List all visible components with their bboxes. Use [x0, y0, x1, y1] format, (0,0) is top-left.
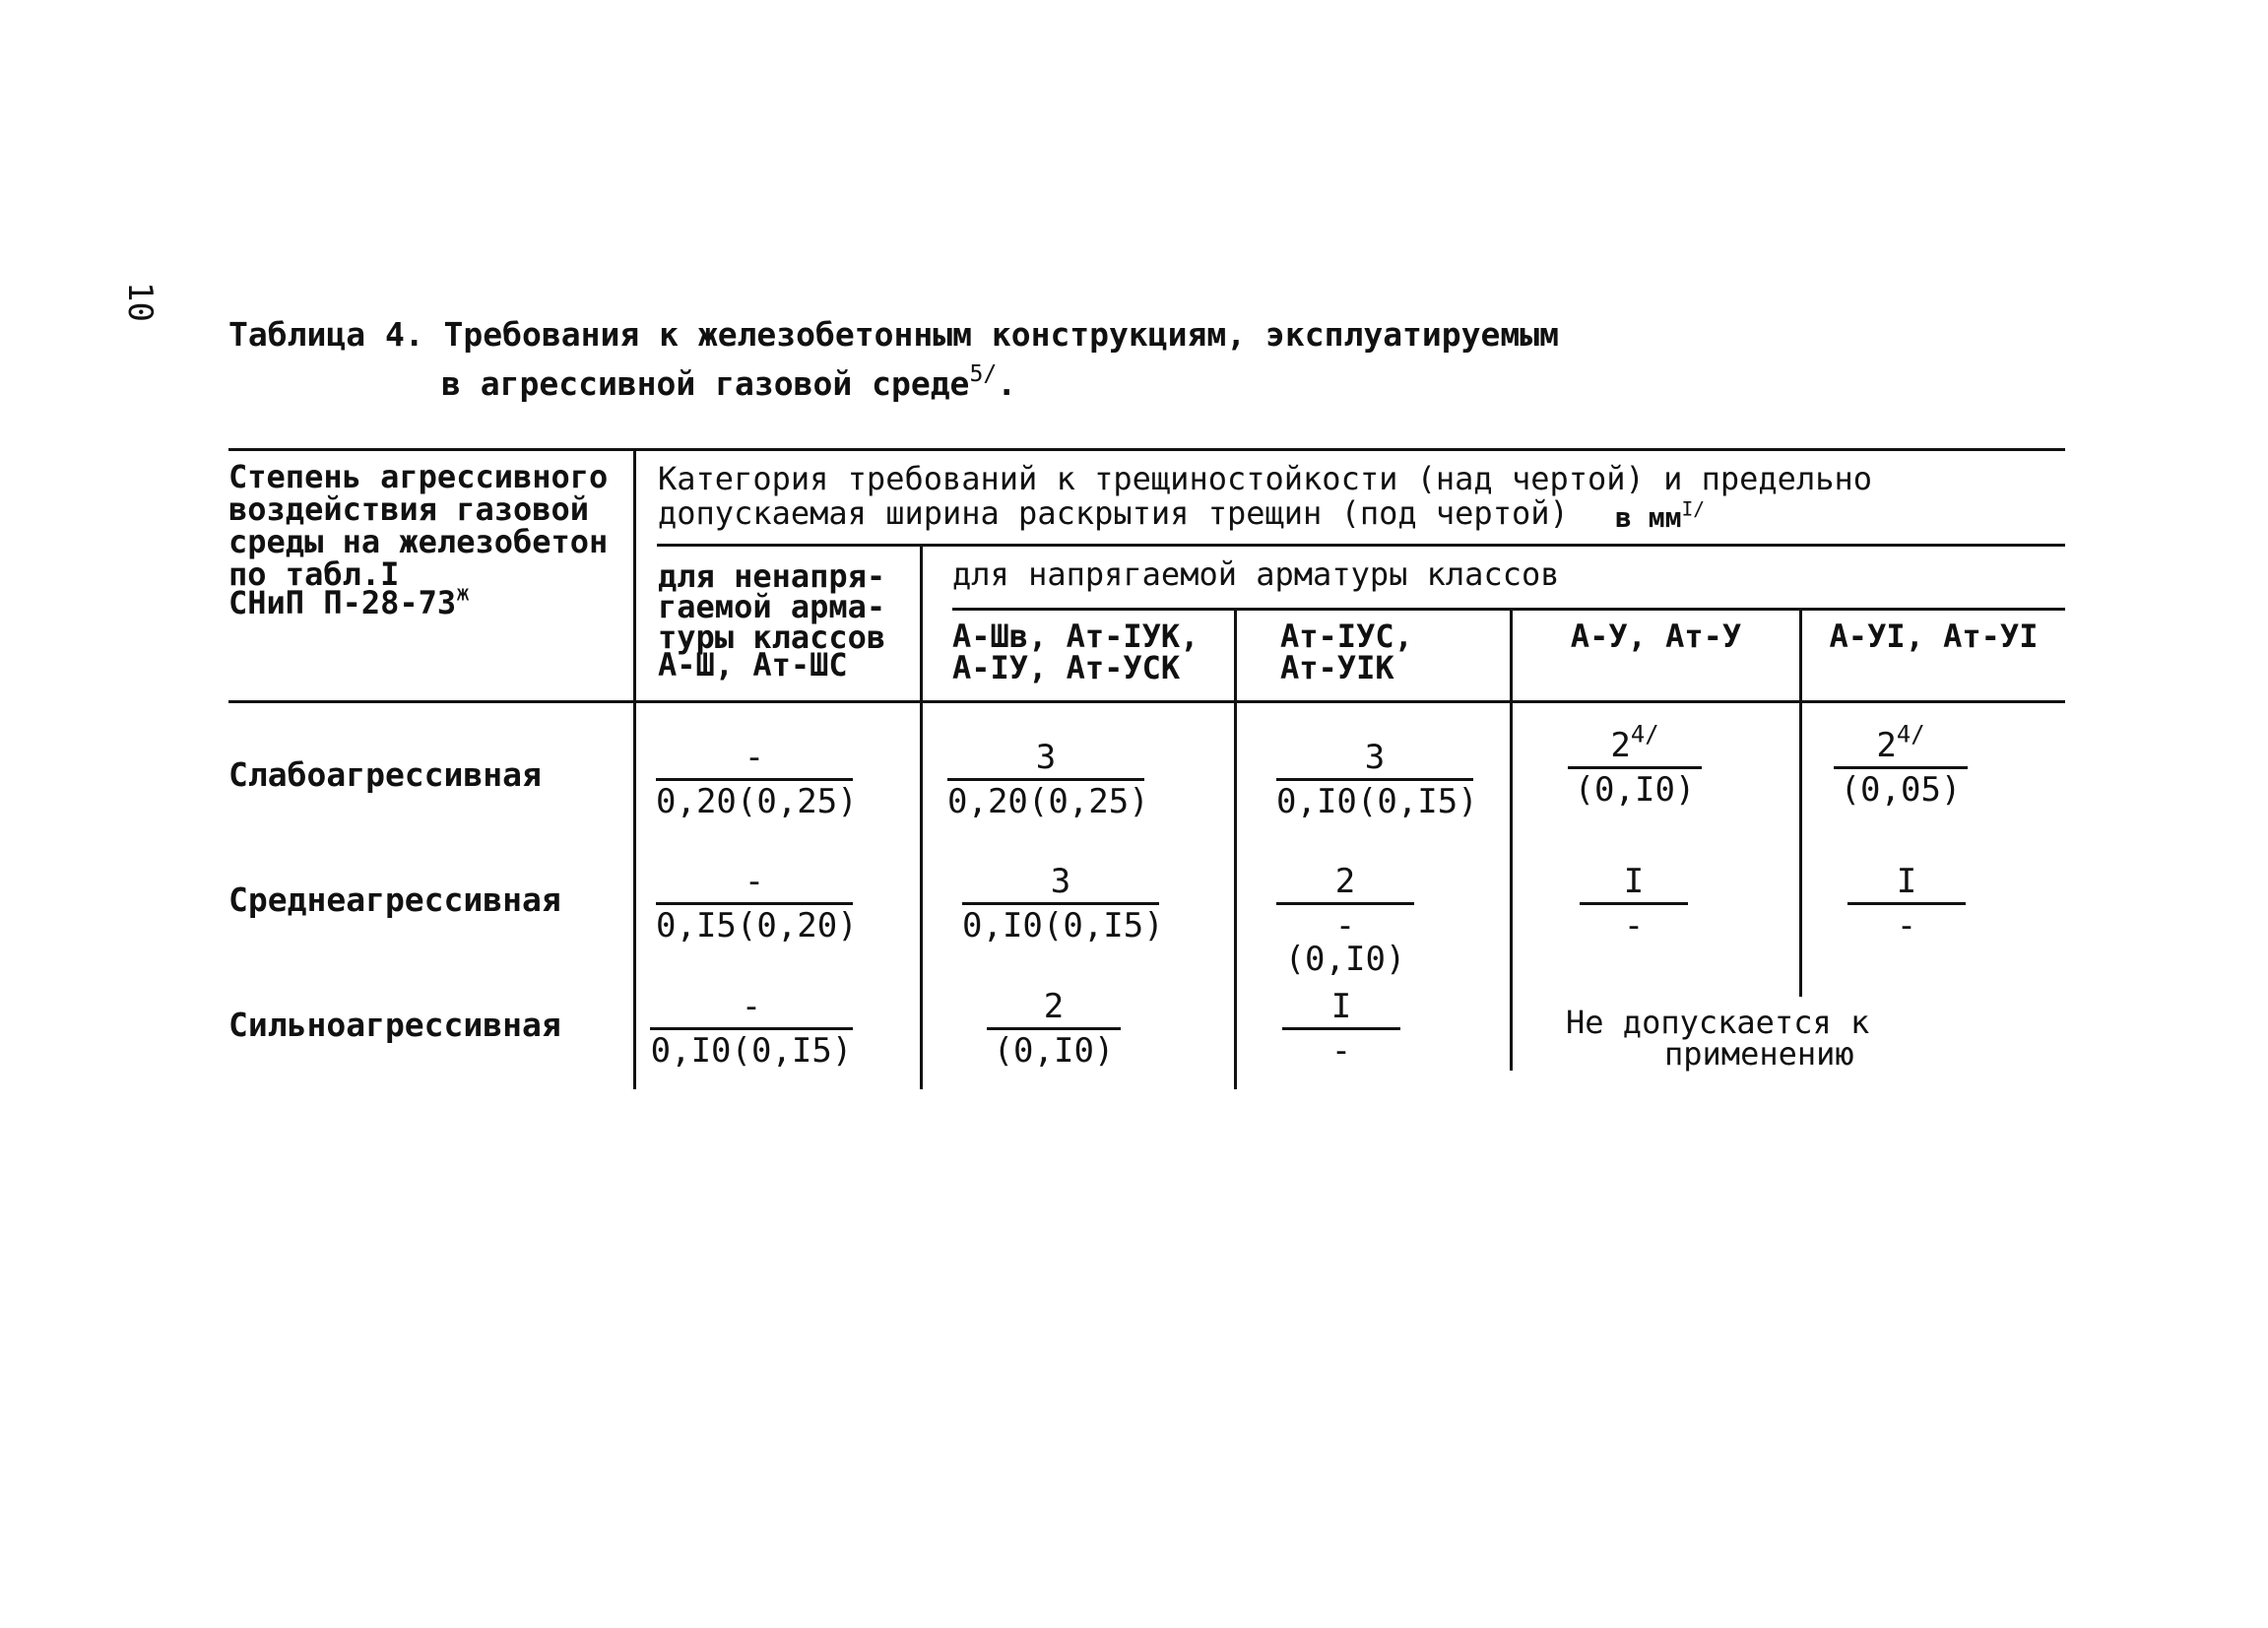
cell-weak-sub2	[1276, 738, 1478, 821]
fraction-numerator: -	[656, 865, 853, 905]
fraction-denominator: (0,05)	[1840, 770, 1962, 810]
cell-strong-sub2	[1282, 987, 1400, 1071]
page-number: 10	[120, 282, 160, 322]
caption-line1: Таблица 4. Требования к железобетонным конструкциям, эксплуатируемым	[228, 315, 1560, 354]
cell-strong-not-allowed-line2: применению	[1664, 1035, 1854, 1073]
fraction-numerator: 3	[1276, 741, 1473, 781]
header-sub1-line1: А-Шв, Ат-IУК,	[952, 618, 1199, 655]
header-col1-line2: воздействия газовой	[228, 490, 590, 528]
header-sub1-line2: А-IУ, Ат-УСК	[952, 649, 1181, 686]
header-col1-mark: ж	[456, 580, 470, 607]
header-bottom-rule	[228, 700, 2065, 703]
fraction-numerator: 2	[987, 990, 1121, 1030]
header-nonprestressed-line2: гаемой арма-	[658, 588, 886, 625]
header-main-unit: в $мм^{I/}$	[1615, 497, 1706, 534]
fraction-numerator: -	[656, 741, 853, 781]
header-col1-line3: среды на железобетон	[228, 523, 609, 560]
header-col1-line5: СНиП $П-28-73^ж$	[228, 580, 470, 621]
row-label-weak: Слабоагрессивная	[228, 755, 542, 794]
fraction-numerator: 3	[947, 741, 1144, 781]
fraction-numerator-footnote: 4/	[1896, 720, 1925, 749]
fraction-denominator: (0,I0)	[993, 1031, 1115, 1071]
fraction-numerator: 3	[962, 865, 1159, 905]
fraction-numerator: $2^{4/}$	[1568, 729, 1702, 769]
header-nonprestressed-line1: для ненапря-	[658, 557, 886, 595]
table-caption	[228, 310, 1559, 409]
fraction-denominator: 0,I0(0,I5)	[650, 1031, 853, 1071]
header-sub2-line1: Ат-IУС,	[1280, 618, 1413, 655]
header-prestressed: для напрягаемой арматуры классов	[952, 555, 1560, 593]
fraction-denominator: 0,I0(0,I5)	[1276, 782, 1478, 821]
table-top-rule	[228, 448, 2065, 451]
cell-strong-not-allowed-line1: Не допускается к	[1566, 1004, 1870, 1041]
cell-medium-sub3	[1580, 862, 1688, 945]
fraction-denominator: 0,I5(0,20)	[656, 906, 858, 945]
column-divider-2	[920, 544, 923, 1089]
header-sub4: А-УI, Ат-УI	[1829, 618, 2039, 655]
fraction-denominator: 0,20(0,25)	[947, 782, 1149, 821]
cell-medium-sub2	[1276, 862, 1414, 979]
header-sub3: А-У, Ат-У	[1570, 618, 1742, 655]
row-label-medium: Среднеагрессивная	[228, 880, 561, 919]
fraction-denominator: -	[1623, 906, 1645, 945]
cell-medium-nonprestressed	[656, 862, 858, 945]
header-main-footnote: I/	[1681, 497, 1706, 521]
header-divider-1	[657, 544, 2065, 547]
fraction-numerator-footnote: 4/	[1630, 720, 1659, 749]
fraction-numerator: 2	[1276, 865, 1414, 905]
cell-medium-sub1	[962, 862, 1164, 945]
fraction-denominator: 0,20(0,25)	[656, 782, 858, 821]
cell-weak-nonprestressed	[656, 738, 858, 821]
header-nonprestressed-line3: туры классов	[658, 619, 886, 656]
cell-strong-sub1	[987, 987, 1121, 1071]
cell-medium-sub4	[1847, 862, 1966, 945]
fraction-denominator: -	[1330, 1031, 1352, 1071]
caption-line2: в агрессивной газовой среде$^{5/}$.	[441, 361, 1017, 403]
fraction-denominator: -(0,I0)	[1284, 906, 1406, 979]
cell-weak-sub1	[947, 738, 1149, 821]
fraction-numerator: I	[1580, 865, 1688, 905]
fraction-numerator: $2^{4/}$	[1834, 729, 1968, 769]
fraction-denominator: -	[1896, 906, 1917, 945]
column-divider-3	[1234, 608, 1237, 1089]
header-col1-line4: по табл.I	[228, 555, 400, 593]
cell-weak-sub3	[1568, 720, 1702, 810]
fraction-numerator: -	[650, 990, 853, 1030]
fraction-numerator: I	[1282, 990, 1400, 1030]
column-divider-1	[633, 448, 636, 1089]
column-divider-4	[1510, 608, 1513, 1071]
header-col1-line1: Степень агрессивного	[228, 458, 609, 495]
fraction-numerator: I	[1847, 865, 1966, 905]
row-label-strong: Сильноагрессивная	[228, 1006, 561, 1044]
header-main-line2: допускаемая ширина раскрытия трещин (под чертой)	[658, 494, 1569, 532]
header-main-line1: Категория требований к трещиностойкости (над чертой) и предельно	[658, 460, 1872, 497]
fraction-denominator: 0,I0(0,I5)	[962, 906, 1164, 945]
header-nonprestressed-line4: А-Ш, Ат-ШС	[658, 646, 848, 684]
header-sub2-line2: Ат-УIК	[1280, 649, 1394, 686]
header-divider-2	[952, 608, 2065, 611]
cell-strong-nonprestressed	[650, 987, 853, 1071]
caption-footnote: 5/	[969, 361, 998, 388]
cell-weak-sub4	[1834, 720, 1968, 810]
fraction-denominator: (0,I0)	[1574, 770, 1696, 810]
column-divider-5	[1799, 608, 1802, 997]
